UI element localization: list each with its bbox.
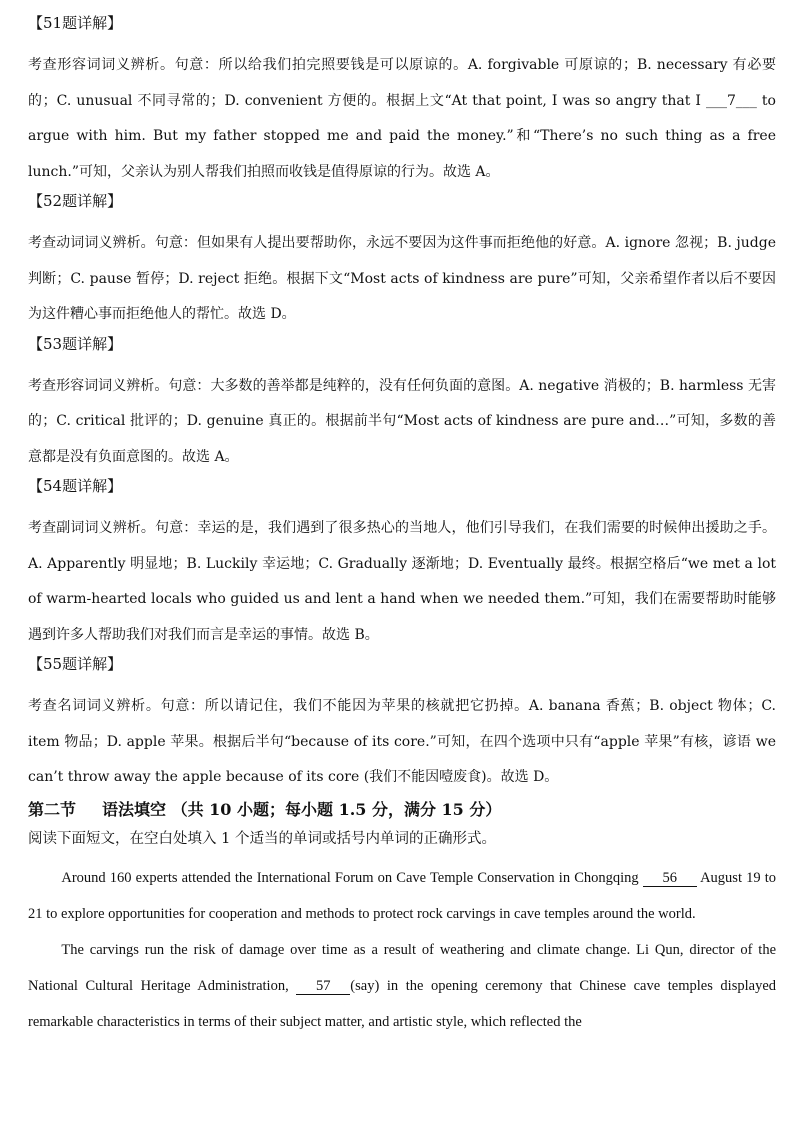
- explanation-52: [28, 190, 776, 333]
- explanation-title: 【52题详解】: [28, 192, 123, 210]
- passage-paragraph-1: [28, 860, 776, 932]
- explanation-title: 【53题详解】: [28, 334, 123, 353]
- explanation-text: 考查动词词义辨析。句意：但如果有人提出要帮助你，永远不要因为这件事而拒绝他的好意。A. ignore 忽视；B. judge 判断；C. pause 暂停；D. reject 拒绝。根据下文“Most acts of kindness are pure”可知，父亲希望作者以后不要因为这件糟心事而拒绝他人的帮忙。故选 D。: [28, 235, 776, 322]
- explanation-55: [28, 653, 776, 796]
- section-heading-number: 第二节: [28, 799, 77, 819]
- passage-text: (say) in the opening ceremony that Chinese cave temples displayed remarkable characteristics in terms of their subject matter, and artistic style, which reflected the: [28, 977, 777, 1030]
- answer-explanation-page: [28, 12, 776, 1040]
- passage-text: Around 160 experts attended the International Forum on Cave Temple Conservation in Chongqing: [61, 869, 643, 886]
- explanation-text: 考查形容词词义辨析。句意：大多数的善举都是纯粹的，没有任何负面的意图。A. negative 消极的；B. harmless 无害的；C. critical 批评的；D. genuine 真正的。根据前半句“Most acts of kindness are pure and…”可知，多数的善意都是没有负面意图的。故选 A。: [28, 377, 776, 465]
- explanation-title: 【51题详解】: [28, 14, 123, 32]
- passage-text: August 19 to 21 to explore opportunities for cooperation and methods to protect rock carvings in cave temples around the world.: [28, 869, 776, 922]
- section-instruction: 阅读下面短文，在空白处填入 1 个适当的单词或括号内单词的正确形式。: [28, 830, 496, 847]
- section-heading: [28, 796, 776, 824]
- explanation-text: 考查副词词义辨析。句意：幸运的是，我们遇到了很多热心的当地人，他们引导我们，在我们需要的时候伸出援助之手。A. Apparently 明显地；B. Luckily 幸运地；C. Gradually 逐渐地；D. Eventually 最终。根据空格后“we met a lot of warm-hearted locals who guided us and lent a hand when we needed them.”可知，我们在需要帮助时能够遇到许多人帮助我们对我们而言是幸运的事情。故选 B。: [28, 520, 776, 643]
- explanation-54: [28, 475, 776, 653]
- answer-blank-57[interactable]: 57: [296, 978, 350, 995]
- explanation-title: 【55题详解】: [28, 655, 123, 673]
- explanation-text: 考查形容词词义辨析。句意：所以给我们拍完照要钱是可以原谅的。A. forgivable 可原谅的；B. necessary 有必要的；C. unusual 不同寻常的；D. convenient 方便的。根据上文“At that point, I was so angry that I ___7___ to argue with him. But my father stopped me and paid the money.”和“There’s no such thing as a free lunch.”可知，父亲认为别人帮我们拍照而收钱是值得原谅的行为。故选 A。: [28, 57, 776, 180]
- explanation-51: [28, 12, 776, 190]
- explanation-title: 【54题详解】: [28, 477, 123, 495]
- explanation-text: 考查名词词义辨析。句意：所以请记住，我们不能因为苹果的核就把它扔掉。A. banana 香蕉；B. object 物体；C. item 物品；D. apple 苹果。根据后半句“because of its core.”可知，在四个选项中只有“apple 苹果”有核，谚语 we can’t throw away the apple because of its core (我们不能因噎废食)。故选 D。: [28, 698, 776, 785]
- passage-paragraph-2: [28, 932, 776, 1040]
- answer-blank-56[interactable]: 56: [643, 870, 697, 887]
- section-heading-title: 语法填空 （共 10 小题；每小题 1.5 分，满分 15 分）: [102, 799, 502, 819]
- passage-text: The carvings run the risk of damage over time as a result of weathering and climate change. Li Qun, director of the National Cultural Heritage Administration,: [28, 941, 776, 994]
- explanation-53: [28, 333, 776, 476]
